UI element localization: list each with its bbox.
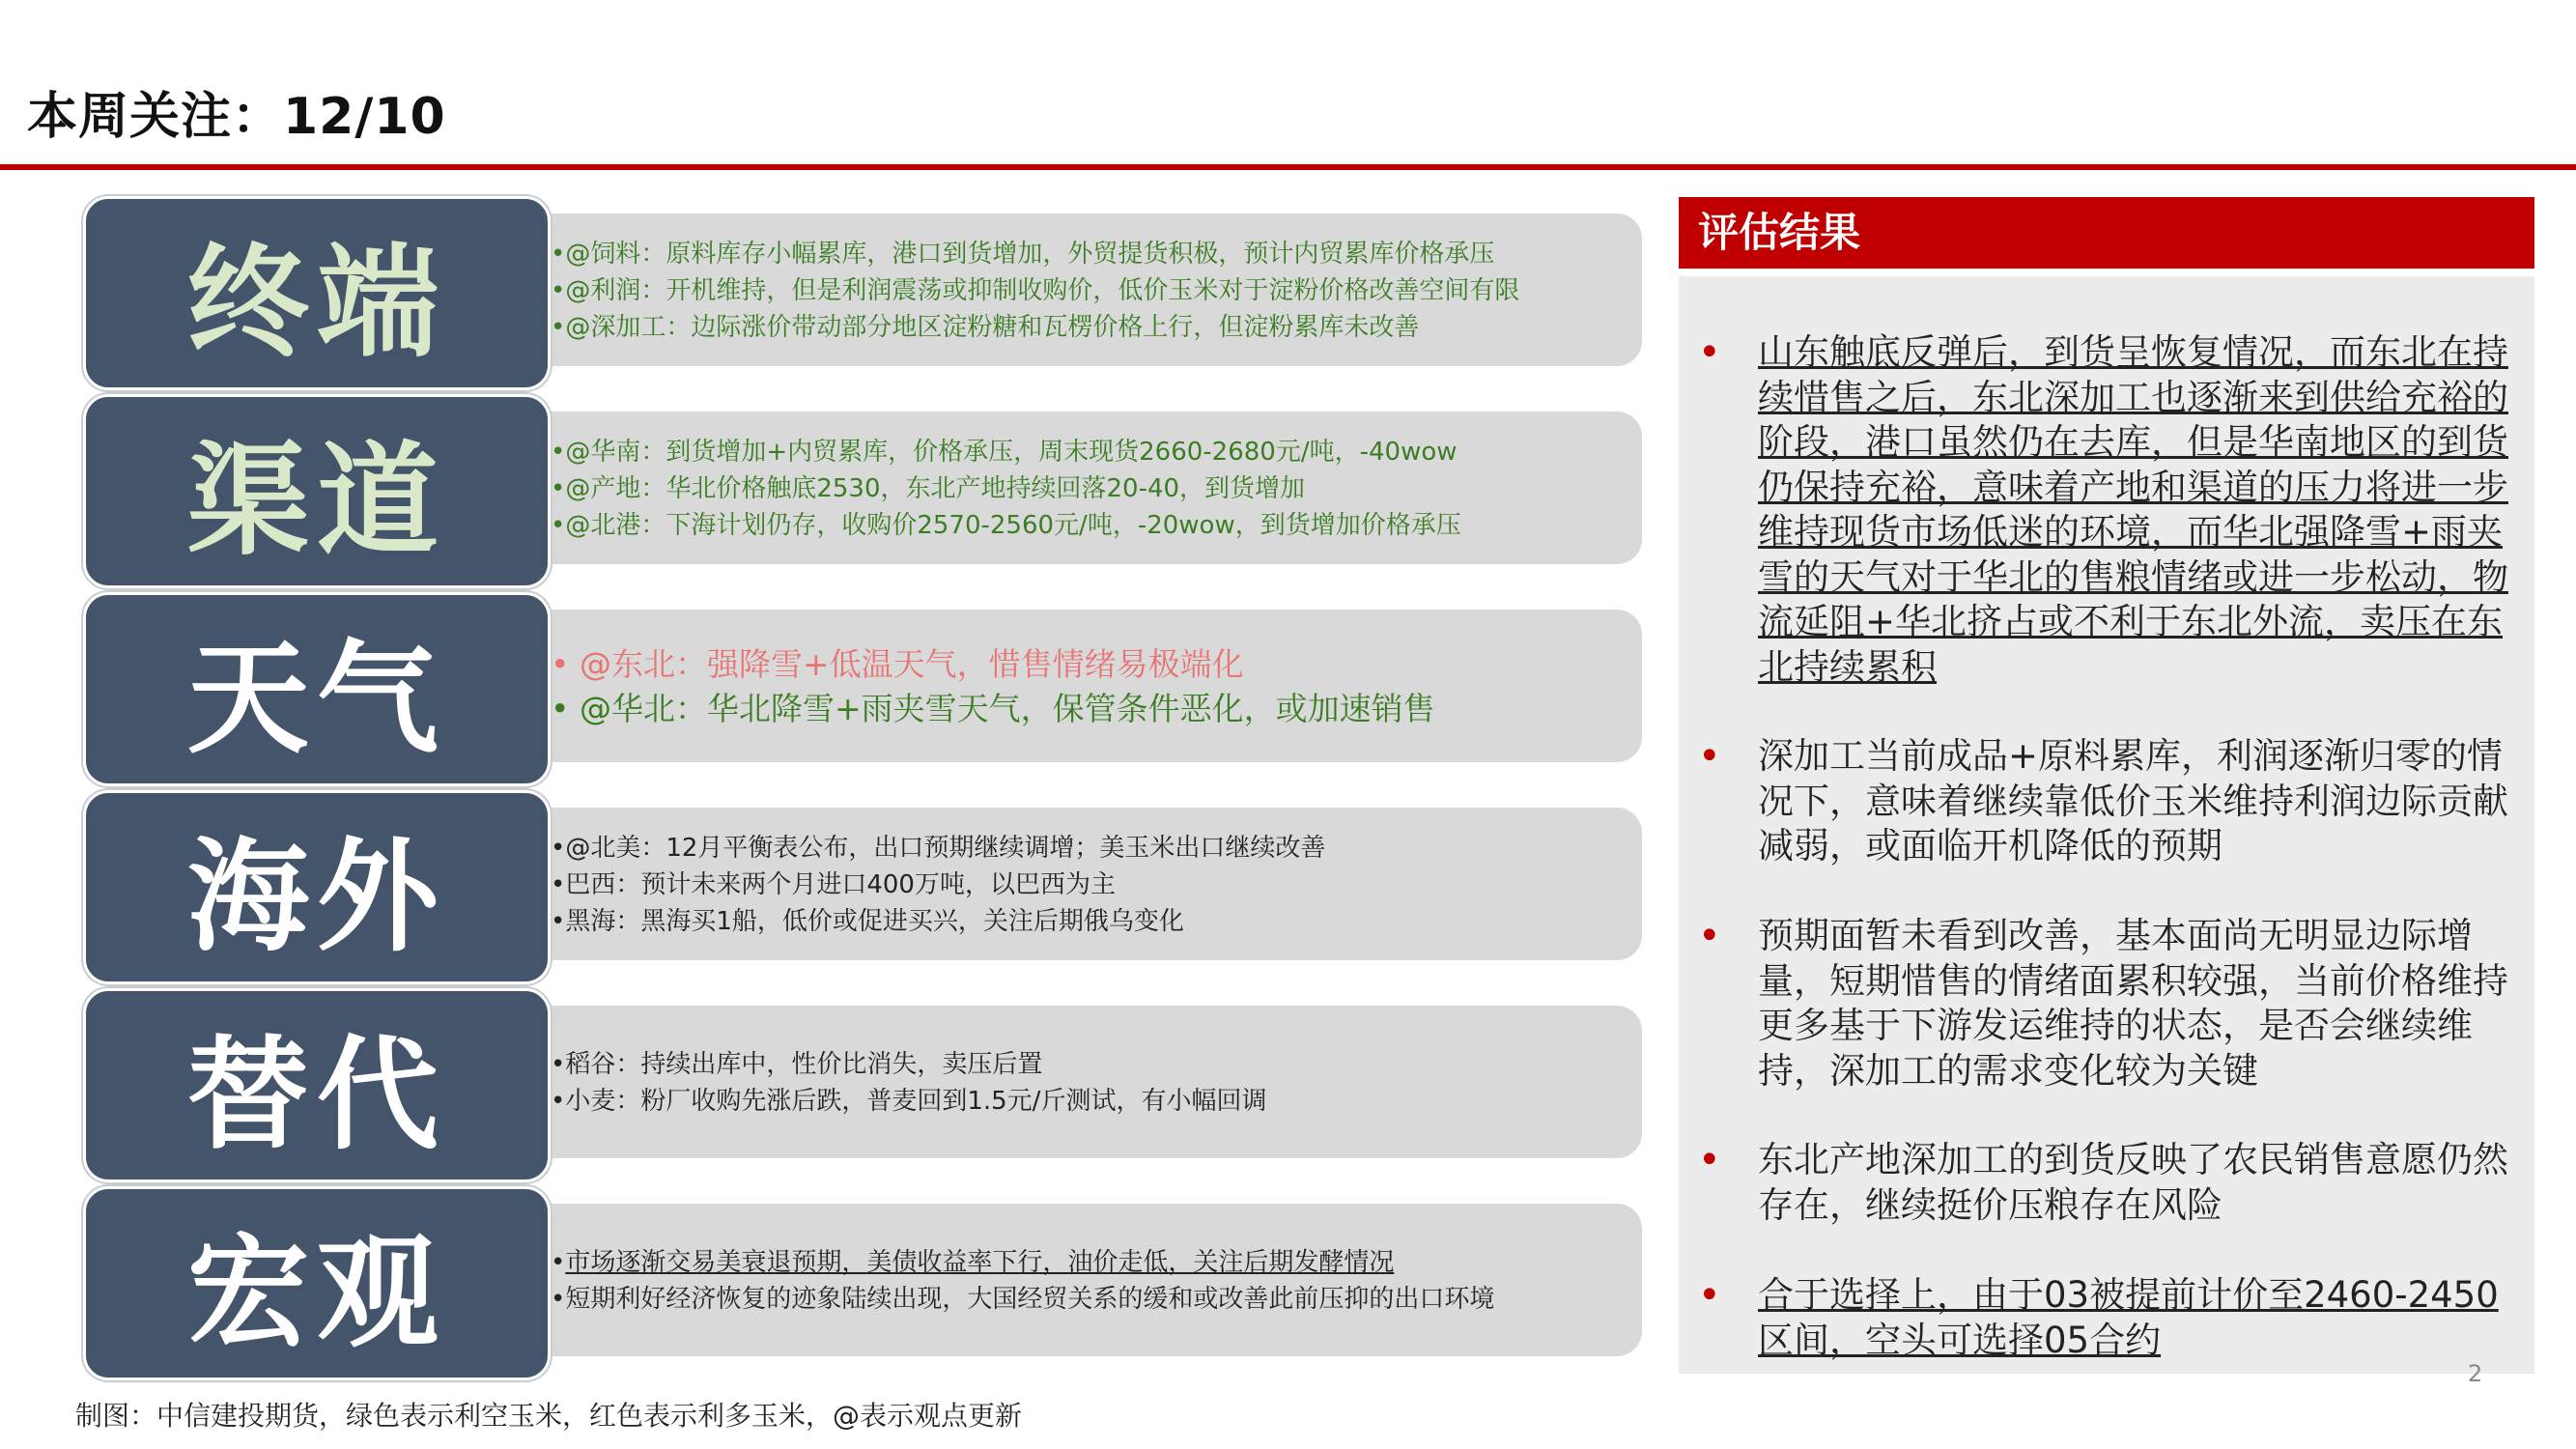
page-title: 本周关注：12/10 — [27, 88, 446, 146]
row-line: •@饲料：原料库存小幅累库，港口到货增加，外贸提货积极，预计内贸累库价格承压 — [551, 239, 1495, 269]
row-lines — [551, 988, 1632, 1177]
row-line-container: •市场逐渐交易美衰退预期，美债收益率下行，油价走低，关注后期发酵情况 — [551, 1247, 1395, 1277]
row-label: 天气 — [187, 627, 446, 770]
row-line: •@华南：到货增加+内贸累库，价格承压，周末现货2660-2680元/吨，-40wow — [551, 437, 1458, 467]
footer-note: 制图：中信建投期货，绿色表示利空玉米，红色表示利多玉米，@表示观点更新 — [75, 1400, 1023, 1432]
row-label: 宏观 — [187, 1221, 446, 1364]
row-label-box — [83, 196, 551, 390]
row-label-box — [83, 394, 551, 588]
row-lines — [551, 1186, 1632, 1375]
row-terminal — [0, 196, 1652, 389]
page-number: 2 — [2468, 1360, 2483, 1387]
row-label: 海外 — [187, 825, 446, 968]
assessment-bullet-text: 山东触底反弹后，到货呈恢复情况，而东北在持续惜售之后，东北深加工也逐渐来到供给充裕的阶段，港口虽然仍在去库，但是华南地区的到货仍保持充裕，意味着产地和渠道的压力将进一步维持现货市场低迷的环境，而华北强降雪+雨夹雪的天气对于华北的售粮情绪或进一步松动，物流延阻+华北挤占或不利于东北外流，卖压在东北持续累积 — [1758, 331, 2508, 688]
row-label: 替代 — [187, 1023, 446, 1166]
row-lines — [551, 790, 1632, 979]
bullet-dot: • — [1698, 734, 1721, 779]
row-line: •黑海：黑海买1船，低价或促进买兴，关注后期俄乌变化 — [551, 906, 1184, 936]
bullet-dot: • — [1698, 1273, 1721, 1318]
assessment-panel — [1679, 276, 2534, 1374]
row-macro — [0, 1186, 1652, 1379]
row-line: •巴西：预计未来两个月进口400万吨，以巴西为主 — [551, 869, 1116, 899]
row-line: •小麦：粉厂收购先涨后跌，普麦回到1.5元/斤测试，有小幅回调 — [551, 1086, 1267, 1116]
assessment-header: 评估结果 — [1679, 197, 2534, 269]
assessment-bullet-text: 合于选择上，由于03被提前计价至2460-2450区间，空头可选择05合约 — [1758, 1274, 2499, 1361]
row-weather — [0, 592, 1652, 785]
assessment-bullet-text: 预期面暂未看到改善，基本面尚无明显边际增量，短期惜售的情绪面累积较强，当前价格维持更多基于下游发运维持的状态，是否会继续维持，深加工的需求变化较为关键 — [1758, 915, 2508, 1092]
row-line: •@利润：开机维持，但是利润震荡或抑制收购价，低价玉米对于淀粉价格改善空间有限 — [551, 275, 1520, 305]
title-divider — [0, 164, 2576, 170]
row-line: •@深加工：边际涨价带动部分地区淀粉糖和瓦楞价格上行，但淀粉累库未改善 — [551, 312, 1420, 342]
row-lines — [551, 394, 1632, 582]
row-line: •@北美：12月平衡表公布，出口预期继续调增；美玉米出口继续改善 — [551, 833, 1326, 863]
row-line: •稻谷：持续出库中，性价比消失，卖压后置 — [551, 1049, 1043, 1079]
row-substitute — [0, 988, 1652, 1181]
row-overseas — [0, 790, 1652, 983]
bullet-dot: • — [1698, 330, 1721, 375]
row-lines — [551, 592, 1632, 781]
row-channel — [0, 394, 1652, 587]
row-line: • @华北：华北降雪+雨夹雪天气，保管条件恶化，或加速销售 — [551, 689, 1435, 727]
row-label-box — [83, 790, 551, 984]
row-line: • @东北：强降雪+低温天气，惜售情绪易极端化 — [551, 644, 1244, 683]
bullet-dot: • — [1698, 914, 1721, 958]
row-line: •@产地：华北价格触底2530，东北产地持续回落20-40，到货增加 — [551, 473, 1306, 503]
row-label-box — [83, 1186, 551, 1380]
bullet-dot: • — [1698, 1138, 1721, 1182]
row-lines — [551, 196, 1632, 384]
row-label-box — [83, 592, 551, 786]
row-line: 市场逐渐交易美衰退预期，美债收益率下行，油价走低，关注后期发酵情况 — [565, 1247, 1395, 1277]
row-line: •@北港：下海计划仍存，收购价2570-2560元/吨，-20wow，到货增加价格承压 — [551, 510, 1461, 540]
assessment-bullet-text: 深加工当前成品+原料累库，利润逐渐归零的情况下，意味着继续靠低价玉米维持利润边际贡献减弱，或面临开机降低的预期 — [1758, 735, 2508, 867]
row-label-box — [83, 988, 551, 1182]
row-line: •短期利好经济恢复的迹象陆续出现，大国经贸关系的缓和或改善此前压抑的出口环境 — [551, 1284, 1495, 1314]
row-label: 渠道 — [187, 429, 446, 572]
row-label: 终端 — [187, 231, 446, 374]
assessment-bullet-text: 东北产地深加工的到货反映了农民销售意愿仍然存在，继续挺价压粮存在风险 — [1758, 1139, 2508, 1226]
